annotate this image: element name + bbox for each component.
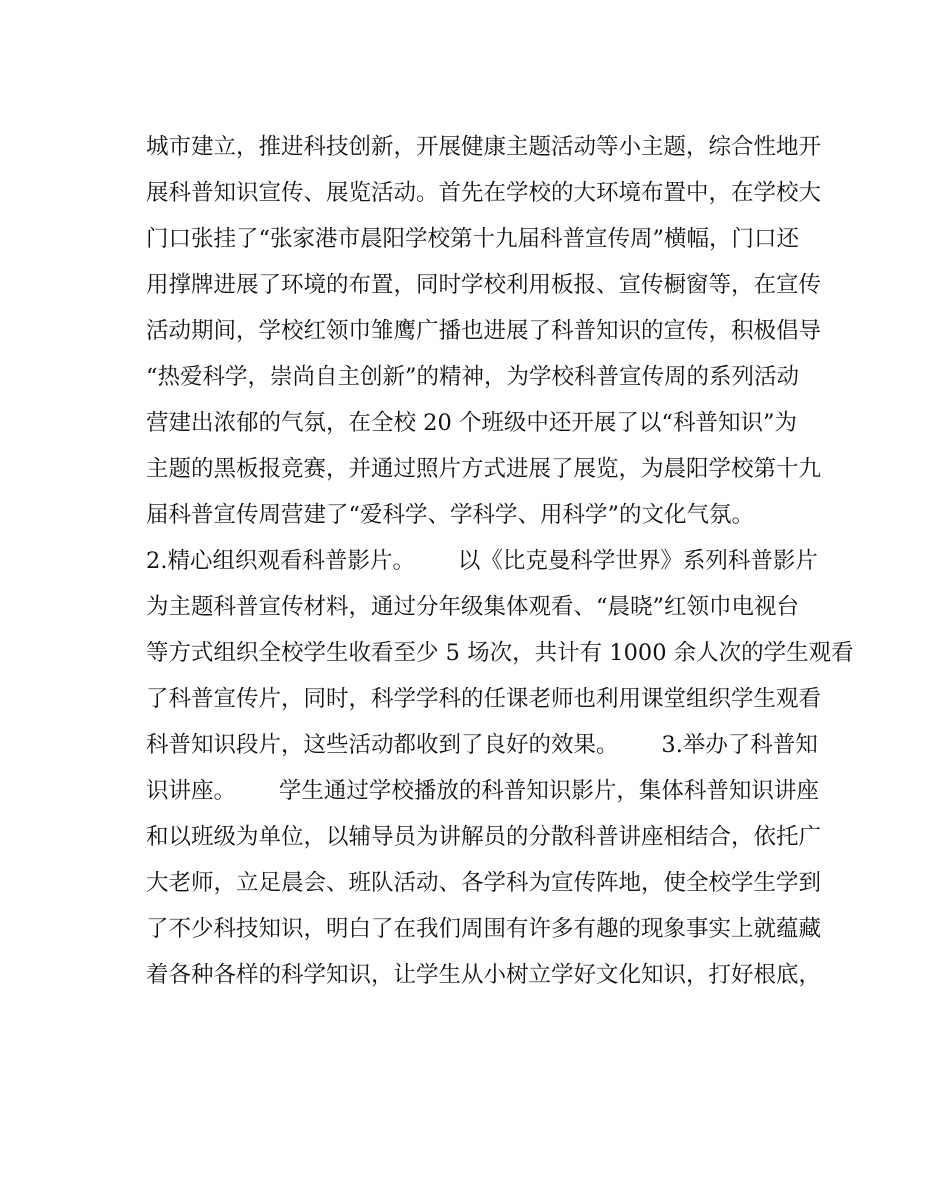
text-line: 为主题科普宣传材料，通过分年级集体观看、“晨晓”红领巾电视台 (146, 594, 800, 620)
text-line: 2.精心组织观看科普影片。 以《比克曼科学世界》系列科普影片 (146, 548, 818, 574)
text-line: 届科普宣传周营建了“爱科学、学科学、用科学”的文化气氛。 (146, 502, 755, 528)
text-line: 主题的黑板报竞赛，并通过照片方式进展了展览，为晨阳学校第十九 (146, 456, 822, 482)
text-line: 营建出浓郁的气氛，在全校 20 个班级中还开展了以“科普知识”为 (146, 410, 797, 436)
text-line: 科普知识段片，这些活动都收到了良好的效果。 3.举办了科普知 (146, 732, 818, 758)
text-line: 大老师，立足晨会、班队活动、各学科为宣传阵地，使全校学生学到 (146, 870, 822, 896)
text-line: 活动期间，学校红领巾雏鹰广播也进展了科普知识的宣传，积极倡导 (146, 318, 822, 344)
text-line: 用撑牌进展了环境的布置，同时学校利用板报、宣传橱窗等，在宣传 (146, 272, 822, 298)
text-line: 和以班级为单位，以辅导员为讲解员的分散科普讲座相结合，依托广 (146, 824, 822, 850)
text-line: 门口张挂了“张家港市晨阳学校第十九届科普宣传周”横幅，门口还 (146, 226, 800, 252)
text-line: 了科普宣传片，同时，科学学科的任课老师也利用课堂组织学生观看 (146, 686, 822, 712)
text-line: 着各种各样的科学知识，让学生从小树立学好文化知识，打好根底， (146, 962, 822, 988)
text-line: 识讲座。 学生通过学校播放的科普知识影片，集体科普知识讲座 (146, 778, 819, 804)
body-text (146, 124, 854, 998)
text-line: 了不少科技知识，明白了在我们周围有许多有趣的现象事实上就蕴藏 (146, 916, 822, 942)
text-line: 等方式组织全校学生收看至少 5 场次，共计有 1000 余人次的学生观看 (146, 640, 854, 666)
text-line: 城市建立，推进科技创新，开展健康主题活动等小主题，综合性地开 (146, 134, 822, 160)
text-line: 展科普知识宣传、展览活动。首先在学校的大环境布置中，在学校大 (146, 180, 822, 206)
text-line: “热爱科学，崇尚自主创新”的精神，为学校科普宣传周的系列活动 (146, 364, 800, 390)
